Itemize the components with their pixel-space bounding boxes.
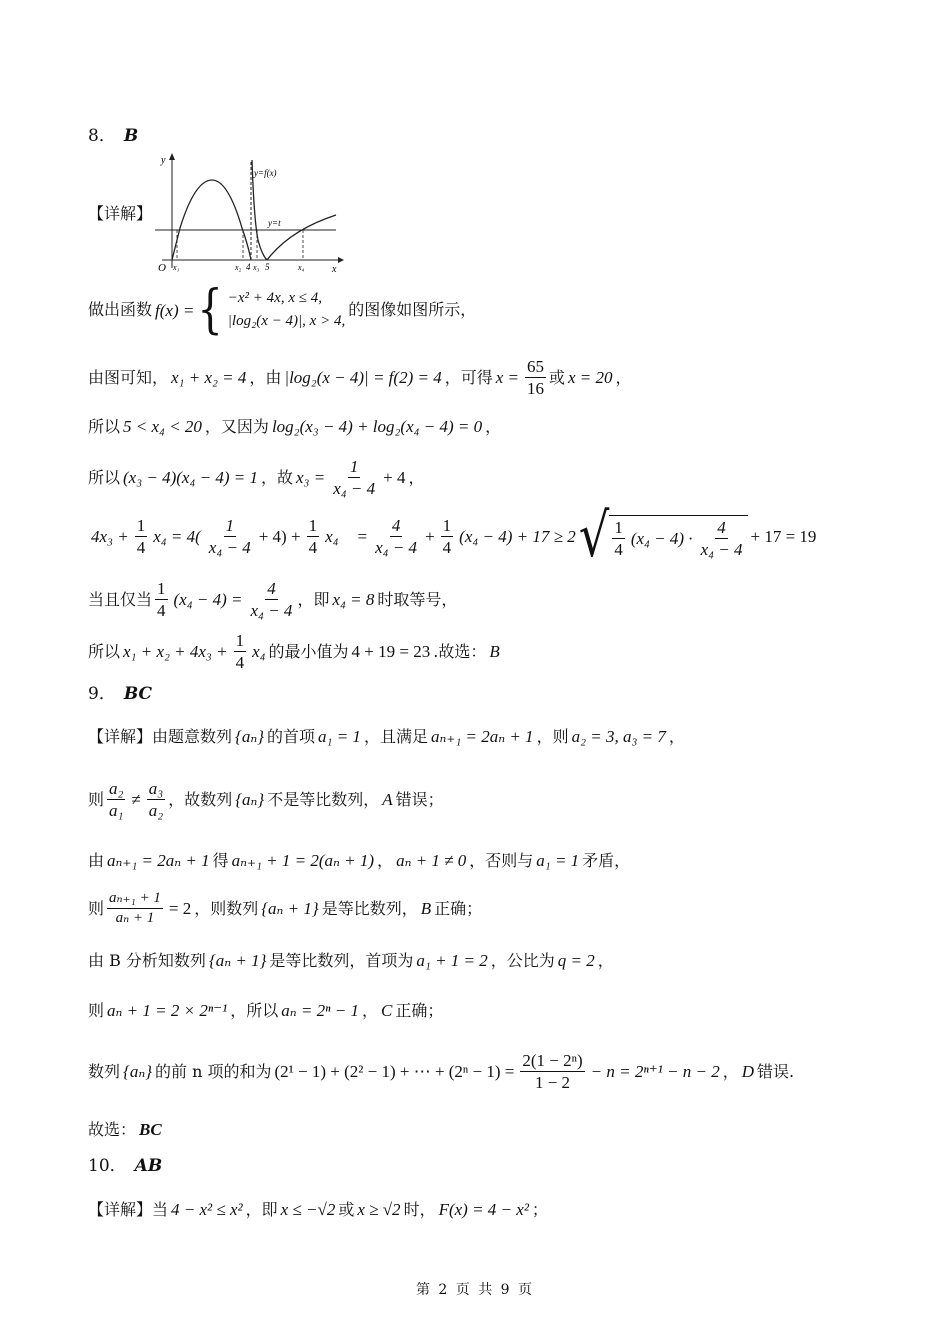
math: A <box>382 790 393 809</box>
math: |log₂(x − 4)| = f(2) = 4 <box>284 368 442 387</box>
q9-line-5 <box>88 952 614 969</box>
label-y: y <box>161 155 166 166</box>
text: 所以 <box>88 416 121 436</box>
fraction: $\frac{1}{4}$ <box>308 515 318 557</box>
q9-line-1 <box>88 728 685 745</box>
text: 时， <box>403 1199 436 1219</box>
text: 或 <box>549 367 566 387</box>
q8-line-2 <box>88 358 632 397</box>
question-number: 10． <box>88 1156 127 1176</box>
text: 错误. <box>757 1061 795 1081</box>
text: 则 <box>88 1000 105 1020</box>
text: 的首项 <box>267 726 316 746</box>
q10-line-1 <box>88 1201 548 1218</box>
tick-x3: x₃ <box>253 263 260 272</box>
text: 当 <box>152 1199 169 1219</box>
text: ， <box>485 416 502 436</box>
math: B <box>489 642 500 661</box>
text: ， <box>408 467 425 487</box>
tick-x2: x₂ <box>235 263 242 272</box>
math: ≠ <box>131 790 141 809</box>
q9-line-6 <box>88 1002 443 1019</box>
text: ，故数列 <box>168 789 233 809</box>
math: + 17 = 19 <box>750 526 817 546</box>
text: ，即 <box>297 589 330 609</box>
math: D <box>741 1062 755 1081</box>
math: (x₃ − 4)(x₄ − 4) = 1 <box>123 468 258 487</box>
case-1: −x² + 4x, x ≤ 4, <box>227 290 322 306</box>
math: q = 2 <box>557 951 595 970</box>
question-number: 9． <box>88 684 116 704</box>
question-number: 8． <box>88 126 116 146</box>
fraction: $\frac{65}{16}$ <box>527 357 544 398</box>
detail-tag: 【详解】 <box>88 1199 153 1219</box>
q9-line-4 <box>88 891 482 926</box>
math: + <box>425 526 435 546</box>
math: x₃ = <box>296 468 326 487</box>
text: .故选： <box>433 641 487 661</box>
text: ，即 <box>245 1199 278 1219</box>
fraction: $\frac{4}{\text{x₄ − 4}}$ <box>700 517 743 559</box>
fraction: $\frac{1}{4}$ <box>157 579 166 620</box>
math: = <box>357 526 368 546</box>
text: ，故 <box>261 467 294 487</box>
text: ， <box>597 950 614 970</box>
parabola-curve <box>172 180 251 260</box>
math: (x₄ − 4) = <box>173 590 243 609</box>
math: a₂ = 3, a₃ = 7 <box>571 727 666 746</box>
fraction: $\frac{1}{4}$ <box>136 515 146 557</box>
page-footer: 第 2 页 共 9 页 <box>415 1282 535 1298</box>
math: aₙ + 1 ≠ 0 <box>396 851 467 870</box>
math: + 4 <box>383 468 406 487</box>
q8-line-3 <box>88 418 501 435</box>
math: x = <box>495 368 519 387</box>
text: 的前 n 项的和为 <box>155 1061 272 1081</box>
text: ， <box>722 1061 739 1081</box>
detail-tag-line <box>88 206 152 222</box>
text: ，则数列 <box>194 898 259 918</box>
math: C <box>380 1001 393 1020</box>
math: aₙ = 2ⁿ − 1 <box>281 1001 359 1020</box>
fraction: $\frac{4}{\text{x₄ − 4}}$ <box>375 515 418 557</box>
math: 4x₃ + <box>91 526 129 546</box>
math: x₁ + x₂ = 4 <box>171 368 247 387</box>
fraction: $\frac{1}{4}$ <box>235 631 245 672</box>
detail-tag: 【详解】 <box>88 726 153 746</box>
math: x₄ = 4( <box>153 526 201 546</box>
text: ， <box>668 726 685 746</box>
math: aₙ₊₁ = 2aₙ + 1 <box>430 727 534 746</box>
q8-line-5 <box>88 501 819 571</box>
brace: { <box>197 280 223 340</box>
q8-line-6 <box>88 580 457 619</box>
math: x₄ <box>325 526 339 546</box>
question-9-header <box>88 686 152 703</box>
q9-line-3 <box>88 852 630 869</box>
math: a₁ = 1 <box>536 851 580 870</box>
text: ，否则与 <box>469 850 534 870</box>
fraction: $\frac{\text{aₙ₊₁ + 1}}{\text{aₙ + 1}}$ <box>109 890 161 926</box>
text: ，公比为 <box>490 950 555 970</box>
math: B <box>420 899 432 918</box>
question-8-header <box>88 128 138 145</box>
math: {aₙ + 1} <box>208 951 267 970</box>
text: 或 <box>338 1199 355 1219</box>
text: 错误； <box>395 789 444 809</box>
label-origin: O <box>158 262 166 274</box>
math: 4 − x² ≤ x² <box>171 1200 243 1219</box>
text: 故选： <box>88 1119 137 1139</box>
text: 正确； <box>395 1000 444 1020</box>
fraction: $\frac{1}{4}$ <box>614 517 623 559</box>
math: {aₙ} <box>235 790 265 809</box>
math: x ≤ −√2 <box>280 1200 336 1219</box>
case-2: |log₂(x − 4)|, x > 4, <box>227 313 346 329</box>
text: 当且仅当 <box>88 589 153 609</box>
math: (x₄ − 4) + 17 ≥ 2 <box>459 526 576 546</box>
math: BC <box>139 1120 162 1139</box>
text: 由图可知， <box>88 367 169 387</box>
label-t: y=t <box>268 218 281 228</box>
text: 矛盾， <box>582 850 631 870</box>
math: x₁ + x₂ + 4x₃ + <box>123 642 228 661</box>
x-axis-arrow <box>338 257 344 263</box>
text: 则 <box>88 898 105 918</box>
q8-line-4 <box>88 458 425 497</box>
text: 所以 <box>88 641 121 661</box>
function-graph <box>150 150 345 275</box>
math: f(x) = <box>155 300 195 320</box>
text: ， <box>361 1000 378 1020</box>
text: ，又因为 <box>204 416 269 436</box>
math: 5 < x₄ < 20 <box>123 417 202 436</box>
detail-tag: 【详解】 <box>88 204 153 223</box>
text: ，则 <box>536 726 569 746</box>
math: aₙ₊₁ + 1 = 2(aₙ + 1) <box>231 851 375 870</box>
text: 是等比数列， <box>321 898 418 918</box>
math: x₄ = 8 <box>332 590 375 609</box>
text: ，由 <box>249 367 282 387</box>
question-10-header <box>88 1158 162 1175</box>
tick-x4: x₄ <box>298 263 305 272</box>
fraction: $\frac{1}{\text{x₄ − 4}}$ <box>208 515 251 557</box>
tick-x1: x₁ <box>173 263 180 272</box>
label-f: y=f(x) <box>254 168 277 178</box>
text: 是等比数列，首项为 <box>269 950 414 970</box>
fraction: $\frac{\text{a₃}}{\text{a₂}}$ <box>148 779 164 820</box>
math: − n = 2ⁿ⁺¹ − n − 2 <box>590 1062 720 1081</box>
fraction: $\frac{1}{\text{x₄ − 4}}$ <box>333 457 376 498</box>
text: 数列 <box>88 1061 121 1081</box>
text: 所以 <box>88 467 121 487</box>
text: ， <box>377 850 394 870</box>
math: a₁ = 1 <box>318 727 361 746</box>
tick-4: 4 <box>246 262 251 272</box>
math: (2¹ − 1) + (2² − 1) + ⋯ + (2ⁿ − 1) = <box>274 1062 515 1081</box>
math: log₂(x₃ − 4) + log₂(x₄ − 4) = 0 <box>271 417 483 436</box>
math: x ≥ √2 <box>357 1200 401 1219</box>
fraction: $\frac{1}{4}$ <box>442 515 452 557</box>
radical-sign: √ <box>578 501 610 571</box>
y-axis-arrow <box>169 153 175 160</box>
text: 得 <box>212 850 229 870</box>
math: x₄ <box>252 642 266 661</box>
math: aₙ₊₁ = 2aₙ + 1 <box>107 851 210 870</box>
q9-line-7 <box>88 1052 794 1091</box>
math: aₙ + 1 = 2 × 2ⁿ⁻¹ <box>107 1001 228 1020</box>
text: 不是等比数列， <box>267 789 380 809</box>
text: 的最小值为 <box>268 641 349 661</box>
text: 由题意数列 <box>152 726 233 746</box>
piecewise-cases <box>228 291 345 329</box>
math: F(x) = 4 − x² <box>438 1200 529 1219</box>
question-answer: BC <box>123 684 153 704</box>
math: {aₙ + 1} <box>261 899 319 918</box>
text: ， <box>615 367 632 387</box>
text: ，所以 <box>230 1000 279 1020</box>
square-root <box>578 501 748 571</box>
math: {aₙ} <box>235 727 265 746</box>
text: 的图像如图所示， <box>348 300 477 319</box>
math: x = 20 <box>568 368 613 387</box>
math: a₁ + 1 = 2 <box>416 951 488 970</box>
text: 时取等号， <box>377 589 458 609</box>
text: 由 <box>88 850 105 870</box>
text: 正确； <box>434 898 483 918</box>
text: 做出函数 <box>88 300 153 319</box>
math: (x₄ − 4) · <box>630 528 693 548</box>
label-x: x <box>332 264 337 275</box>
q9-line-8 <box>88 1121 165 1138</box>
text: 则 <box>88 789 105 809</box>
radicand <box>609 515 747 558</box>
fraction: $\frac{\text{a₂}}{\text{a₁}}$ <box>109 779 124 820</box>
question-answer: AB <box>134 1156 163 1176</box>
tick-5: 5 <box>265 262 270 272</box>
math: {aₙ} <box>123 1062 153 1081</box>
text: ，且满足 <box>363 726 428 746</box>
text: 由 B 分析知数列 <box>88 950 206 970</box>
text: ，可得 <box>444 367 493 387</box>
math: + 4) + <box>258 526 301 546</box>
fraction: $\frac{4}{\text{x₄ − 4}}$ <box>250 579 293 620</box>
fraction: $\frac{\text{2(1 − 2ⁿ)}}{1 - 2}$ <box>522 1051 583 1092</box>
question-answer: B <box>123 126 139 146</box>
q8-line-7 <box>88 632 503 671</box>
q9-line-2 <box>88 780 444 819</box>
math: = 2 <box>168 899 192 918</box>
math: 4 + 19 = 23 <box>351 642 431 661</box>
q8-line-1 <box>88 280 477 340</box>
text: ； <box>531 1199 548 1219</box>
